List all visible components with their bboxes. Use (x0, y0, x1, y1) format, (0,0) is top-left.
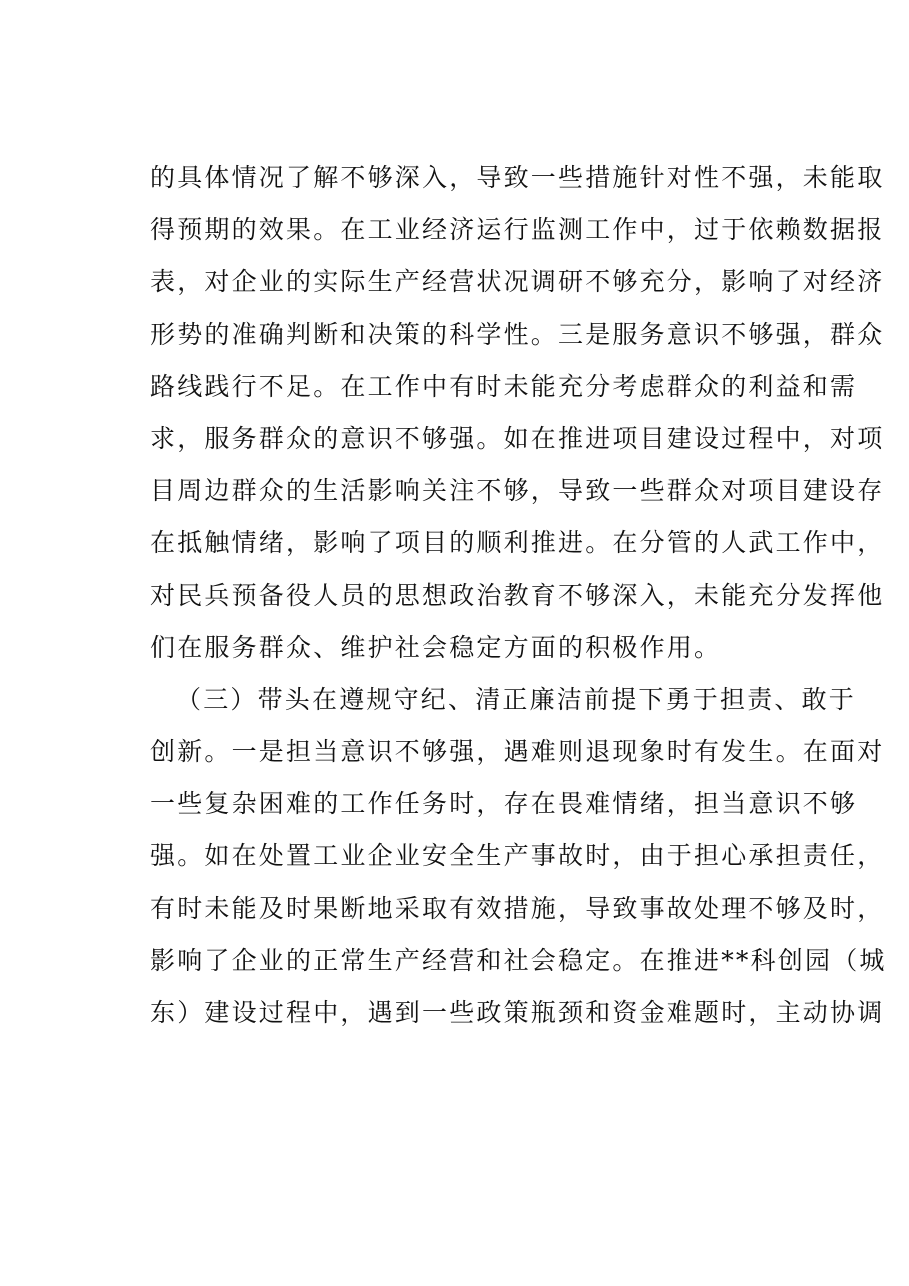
document-body (150, 152, 887, 1039)
text-line: 路线践行不足。在工作中有时未能充分考虑群众的利益和需 (150, 371, 858, 401)
text-line: 表，对企业的实际生产经营状况调研不够充分，影响了对经济 (150, 267, 885, 297)
text-line: 求，服务群众的意识不够强。如在推进项目建设过程中，对项 (150, 423, 885, 453)
text-line: 目周边群众的生活影响关注不够，导致一些群众对项目建设存 (150, 476, 885, 506)
text-line: 创新。一是担当意识不够强，遇难则退现象时有发生。在面对 (150, 737, 885, 767)
text-line: 形势的准确判断和决策的科学性。三是服务意识不够强，群众 (150, 319, 885, 349)
section-heading-line: （三）带头在遵规守纪、清正廉洁前提下勇于担责、敢于 (176, 684, 857, 714)
text-line: 们在服务群众、维护社会稳定方面的积极作用。 (150, 632, 722, 662)
text-line: 东）建设过程中，遇到一些政策瓶颈和资金难题时，主动协调 (150, 998, 885, 1027)
text-line: 在抵触情绪，影响了项目的顺利推进。在分管的人武工作中， (150, 528, 885, 558)
text-line: 有时未能及时果断地采取有效措施，导致事故处理不够及时， (150, 893, 885, 923)
text-line: 一些复杂困难的工作任务时，存在畏难情绪，担当意识不够 (150, 789, 858, 819)
text-line: 影响了企业的正常生产经营和社会稳定。在推进**科创园（城 (150, 945, 887, 975)
text-line: 的具体情况了解不够深入，导致一些措施针对性不强，未能取 (150, 163, 885, 192)
text-line: 强。如在处置工业企业安全生产事故时，由于担心承担责任， (150, 841, 885, 871)
text-line: 得预期的效果。在工业经济运行监测工作中，过于依赖数据报 (150, 215, 885, 245)
text-line: 对民兵预备役人员的思想政治教育不够深入，未能充分发挥他 (150, 580, 885, 610)
